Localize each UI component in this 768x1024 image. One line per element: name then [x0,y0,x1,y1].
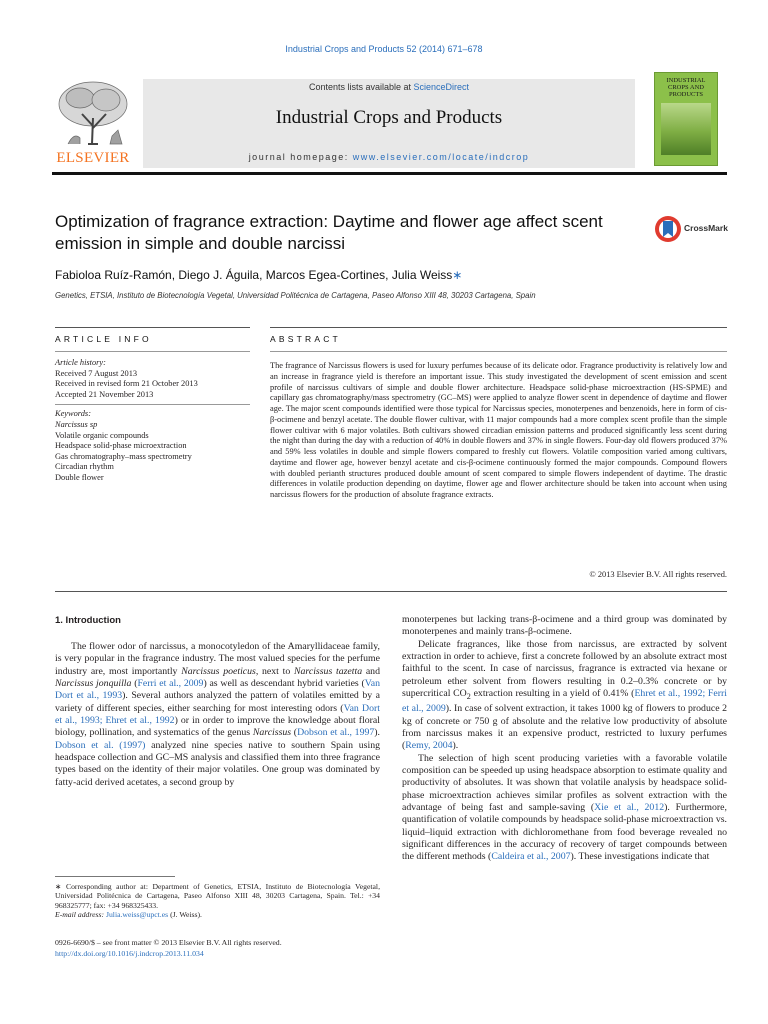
corresponding-author-footnote: ∗ Corresponding author at: Department of Genetics, ETSIA, Instituto de Biotecnología Vegetal, Universidad Politécnica de Cartagena, Paseo Alfonso XIII 48, 30203 Cartagena, Spain. Tel.: +34 968325777; fax: +34 968325433. E-mail address: Julia.weiss@upct.es (J. Weiss). [55,882,380,919]
citation-link[interactable]: Van Dort et al., 1993; Ehret et al., 1992 [55,702,380,727]
info-rule-top [55,327,250,328]
author-list: Fabioloa Ruíz-Ramón, Diego J. Águila, Marcos Egea-Cortines, Julia Weiss∗ [55,268,463,282]
citation-link[interactable]: Van Dort et al., 1993 [55,678,380,702]
sciencedirect-link[interactable]: ScienceDirect [413,82,470,92]
journal-homepage: journal homepage: www.elsevier.com/locate/indcrop [248,152,530,162]
body-column-left [55,641,380,789]
accepted-date: Accepted 21 November 2013 [55,389,154,399]
journal-cover-thumbnail[interactable] [654,72,718,166]
elsevier-wordmark: ELSEVIER [56,150,130,166]
keyword-item: Headspace solid-phase microextraction [55,441,187,451]
cover-image [661,103,711,155]
cover-title: INDUSTRIAL CROPS AND PRODUCTS [666,77,706,98]
abstract-copyright: © 2013 Elsevier B.V. All rights reserved. [589,570,727,579]
paragraph: monoterpenes but lacking trans-β-ocimene and a third group was dominated by monoterpenes and mainly trans-β-ocimene. [402,614,727,638]
keyword-item: Narcissus sp [55,419,98,429]
received-date: Received 7 August 2013 [55,368,138,378]
paragraph: The selection of high scent producing varieties with a favorable volatile composition can be speeded up using headspace absorption to estimate quality and productivity of absolutes. It was shown that volatile analysis by headspace solid-phase microextraction achieves similar profiles as solvent extraction with the advantage of being fast and sample-saving (Xie et al., 2012). Furthermore, quantification of volatile compounds by headspace solid-phase microextraction vs. liquid–liquid extraction with dichloromethane from food beverage revealed no significant differences in the accuracy of recovery of target compounds between the different methods (Caldeira et al., 2007). These investigations indicate that [402,752,727,863]
page-footer [55,937,380,959]
abstract-rule-top [270,327,727,328]
section-heading-introduction: 1. Introduction [55,615,121,626]
keyword-item: Volatile organic compounds [55,430,149,440]
history-label: Article history: [55,358,106,367]
paragraph: The flower odor of narcissus, a monocotyledon of the Amaryllidaceae family, is very popular in the fragrance industry. The most valued species for the perfume industry are, most importantly Narcissus poeticus, next to Narcissus tazetta and Narcissus jonquilla (Ferri et al., 2009) as well as descendant hybrid varieties (Van Dort et al., 1993). Several authors analyzed the pattern of volatiles emitted by a variety of different species, either searching for most interesting odors (Van Dort et al., 1993; Ehret et al., 1992) or in order to improve the knowledge about floral biology, pollination, and systematics of the genus Narcissus (Dobson et al., 1997). Dobson et al. (1997) analyzed nine species native to southern Spain using headspace collection and GC–MS analysis and classified them into three fragrance types based on the identity of their major volatiles. One group was dominated by fatty-acid derived acetates, a second group by [55,641,380,788]
contents-line: Contents lists available at ScienceDirect [308,82,470,92]
keyword-item: Double flower [55,472,104,482]
abstract-rule-bottom [55,591,727,592]
corresponding-author-mark[interactable]: ∗ [452,268,463,282]
citation-link[interactable]: Remy, 2004 [405,740,453,752]
abstract-heading: ABSTRACT [270,334,341,344]
header-rule [52,172,727,175]
keyword-item: Circadian rhythm [55,462,114,472]
crossmark-badge[interactable] [654,215,728,243]
info-rule [55,351,250,352]
doi-link[interactable]: http://dx.doi.org/10.1016/j.indcrop.2013.11.034 [55,949,204,958]
email-link[interactable]: Julia.weiss@upct.es [105,909,169,919]
keyword-item: Gas chromatography–mass spectrometry [55,451,192,461]
citation-link[interactable]: Ehret et al., 1992; Ferri et al., 2009 [402,688,727,715]
citation-link[interactable]: Caldeira et al., 2007 [491,851,571,863]
keywords-label: Keywords: [55,409,91,419]
keywords-rule [55,404,250,405]
citation-link[interactable]: Dobson et al. (1997) [55,739,146,751]
homepage-link[interactable]: www.elsevier.com/locate/indcrop [352,152,530,162]
crossmark-label: CrossMark [684,223,728,233]
crossmark-icon [654,215,682,243]
footnote-rule [55,876,175,877]
citation-link[interactable]: Xie et al., 2012 [594,802,665,814]
body-column-right [402,614,727,864]
citation-link[interactable]: Ferri et al., 2009 [137,678,204,690]
issn-line: 0926-6690/$ – see front matter © 2013 Elsevier B.V. All rights reserved. [55,938,282,947]
article-info-heading: ARTICLE INFO [55,334,152,344]
journal-reference[interactable]: Industrial Crops and Products 52 (2014) 671–678 [285,44,483,54]
affiliation: Genetics, ETSIA, Instituto de Biotecnología Vegetal, Universidad Politécnica de Cartagena, Paseo Alfonso XIII 48, 30203 Cartagena, Spain [55,291,536,300]
paragraph: Delicate fragrances, like those from narcissus, are extracted by solvent extraction in order to achieve, first a concrete followed by an absolute extract most faithful to the scent. In case of narcissus, fragrance is extracted via hexane or petroleum ether solvent from flowers resulting in 0.2–0.3% concrete or by supercritical $CO_2$ extraction resulting in a yield of 0.41% (Ehret et al., 1992; Ferri et al., 2009). In case of solvent extraction, it takes 1000 kg of flowers to produce 2 kg of concrete or 750 g of absolute and the relative low productivity of absolute from narcissus makes it an expensive product, restricted to luxury perfumes (Remy, 2004). [402,638,727,752]
journal-title: Industrial Crops and Products [275,107,503,128]
article-info [55,358,250,484]
article-title: Optimization of fragrance extraction: Daytime and flower age affect scent emission in simple and double narcissi [55,212,603,253]
revised-date: Received in revised form 21 October 2013 [55,379,198,389]
citation-link[interactable]: Dobson et al., 1997 [297,727,375,739]
abstract-rule [270,351,727,352]
abstract-text: The fragrance of Narcissus flowers is used for luxury perfumes because of its delicate odor. Fragrance productivity is relatively low and an increase in fragrance yield is therefore an important issue. This study investigated the development of scent emission and scent profile of narcissus cultivars of simple and double flower architecture. Headspace solid-phase microextraction (HS-SPME) and capillary gas chromatography/mass spectrometry (GC–MS) were applied to analyze flower scent in dependence of daytime and flower age. The major scent compounds identified were those typical for Narcissus species, monoterpenes and benzenoids, here in form of cis-β-ocimene and benzyl acetate. The double flower cultivar, with 11 major compounds had a more complex scent profile than the simple flower cultivar with 6 major volatiles. Both cultivars showed circadian emission patterns and produced significantly less scent during the night than during the day with a reduction of 40% in double flowers and 37% in single flowers. Four-day old flowers produced 37% and 59% less volatiles in double and simple flowers compared to freshly cut flowers. Volatile composition varied among cultivars, daytime and flower age, however benzyl acetate and cis-β-ocimene continuously formed the major compounds. Compound flowers with doubled perianth structures produced double amount of scent compared to simple flowers independent of daytime. The drastic differences in volatile production depending on daytime, flower age and flower architecture should be taken into account when using narcissus flowers for the production of absolute fragrance extracts. [270,361,727,499]
